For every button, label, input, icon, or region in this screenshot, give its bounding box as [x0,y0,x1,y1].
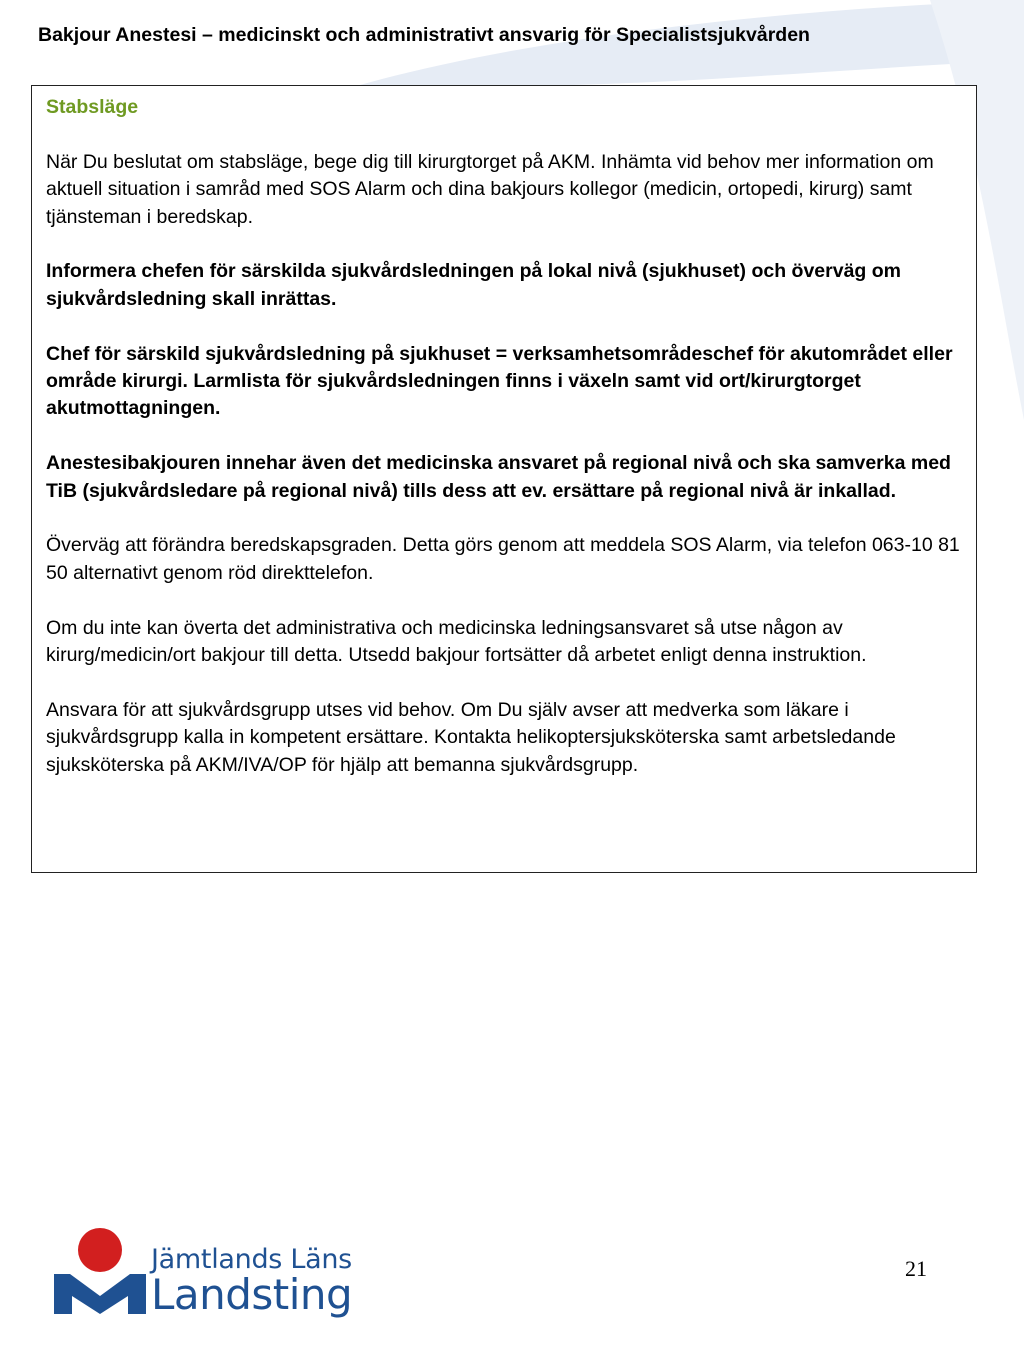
logo-emblem-icon [52,1226,148,1326]
paragraph-5: Överväg att förändra beredskapsgraden. Detta görs genom att meddela SOS Alarm, via telefon 063-10 81 50 alternativt genom röd direkttelefon. [46,534,960,584]
paragraph-6: Om du inte kan överta det administrativa och medicinska ledningsansvaret så utse någon av kirurg/medicin/ort bakjour till detta. Utsedd bakjour fortsätter då arbetet enligt denna instruktion. [46,616,867,667]
paragraph-2: Informera chefen för särskilda sjukvårdsledningen på lokal nivå (sjukhuset) och överväg om sjukvårdsledning skall inrättas. [46,260,902,310]
logo-text-line1: Jämtlands Läns [151,1244,352,1275]
paragraph-1: När Du beslutat om stabsläge, bege dig till kirurgtorget på AKM. Inhämta vid behov mer information om aktuell situation i samråd med SOS Alarm och dina bakjours kollegor (medicin, ortopedi, kirurg) samt tjänsteman i beredskap. [46,150,934,228]
page-header: Bakjour Anestesi – medicinskt och administrativt ansvarig för Specialistsjukvården [38,24,810,46]
paragraph-3: Chef för särskild sjukvårdsledning på sjukhuset = verksamhetsområdeschef för akutområdet eller område kirurgi. Larmlista för sjukvårdsledningen finns i växeln samt vid ort/kirurgtorget akutmottagningen. [46,342,953,420]
page-number: 21 [905,1256,927,1281]
logo-text-line2: Landsting [151,1270,353,1319]
content-box [31,85,977,873]
paragraph-7: Ansvara för att sjukvårdsgrupp utses vid behov. Om Du själv avser att medverka som läkare i sjukvårdsgrupp kalla in kompetent ersättare. Kontakta helikoptersjuksköterska samt arbetsledande sjuksköterska på AKM/IVA/OP för hjälp att bemanna sjukvårdsgrupp. [46,698,896,776]
landsting-logo [52,1226,372,1326]
section-title: Stabsläge [46,96,139,118]
paragraph-4: Anestesibakjouren innehar även det medicinska ansvaret på regional nivå och ska samverka med TiB (sjukvårdsledare på regional nivå) tills dess att ev. ersättare på regional nivå är inkallad. [46,452,951,502]
